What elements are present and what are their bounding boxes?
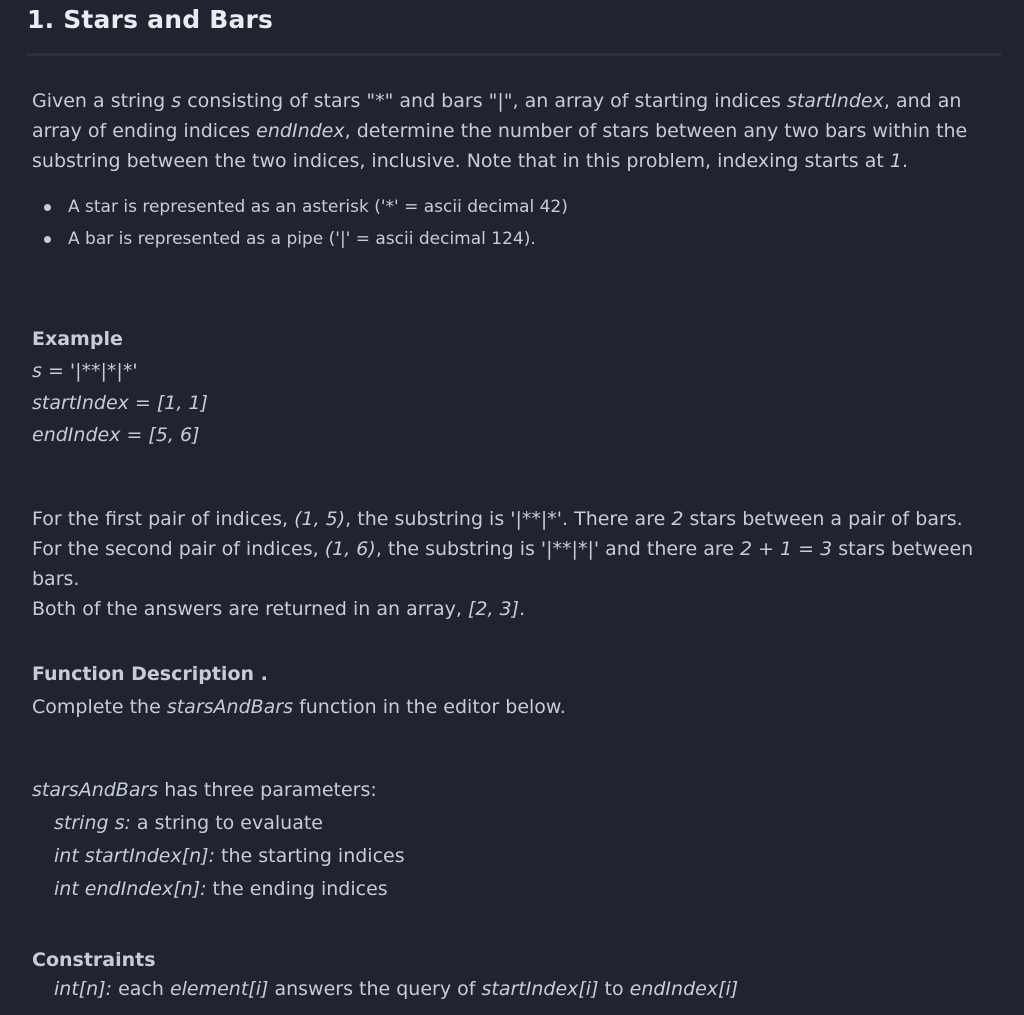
parameter-item: [32, 807, 997, 840]
intro-text: , determine the number of stars between any two bars within the substring between the two indices, inclusive. Note that in this problem, indexing starts at: [32, 120, 968, 172]
explanation-var: 2: [671, 508, 684, 530]
function-description-text: [32, 691, 997, 724]
param-signature: int endIndex[n]:: [54, 878, 207, 900]
example-endindex: endIndex = [5, 6]: [32, 424, 200, 446]
constraint-var: int[n]:: [54, 978, 113, 1000]
intro-text: , and an array of ending indices: [32, 90, 962, 142]
explanation-text: stars between bars.: [32, 538, 974, 590]
param-description: the ending indices: [206, 878, 388, 900]
bullet-list: [32, 191, 997, 255]
constraint-text: answers the query of: [268, 978, 482, 1000]
fd-function-name: starsAndBars: [166, 696, 294, 718]
explanation-text: , the substring is '|**|*|' and there are: [375, 538, 740, 560]
explanation-text: stars between a pair of bars.: [683, 508, 963, 530]
param-description: the starting indices: [214, 845, 405, 867]
example-s: s = '|**|*|*': [32, 360, 138, 382]
var-s: s: [171, 90, 182, 112]
list-item: A star is represented as an asterisk ('*' = ascii decimal 42): [32, 191, 997, 223]
explanation-first: [32, 504, 997, 534]
constraint-var: startIndex[i]: [481, 978, 599, 1000]
constraints-heading: Constraints: [32, 949, 156, 971]
parameter-item: [32, 873, 997, 906]
param-signature: int startIndex[n]:: [54, 845, 215, 867]
intro-text: .: [901, 150, 908, 172]
explanation-var: (1, 6): [324, 538, 376, 560]
explanation-text: , the substring is '|**|*'. There are: [345, 508, 672, 530]
param-intro-text: has three parameters:: [158, 779, 377, 801]
parameter-item: [32, 840, 997, 873]
example-heading: Example: [32, 328, 123, 350]
explanation-text: For the first pair of indices,: [32, 508, 295, 530]
fd-text: Complete the: [32, 696, 167, 718]
constraint-var: endIndex[i]: [629, 978, 739, 1000]
parameters-section: [32, 774, 997, 906]
explanation-var: 2 + 1 = 3: [739, 538, 833, 560]
constraint-var: element[i]: [169, 978, 269, 1000]
example-startindex: startIndex = [1, 1]: [32, 392, 208, 414]
page-title: 1. Stars and Bars: [27, 5, 274, 34]
example-section: [32, 323, 997, 451]
param-function-name: starsAndBars: [32, 779, 159, 801]
list-item: A bar is represented as a pipe ('|' = ascii decimal 124).: [32, 223, 997, 255]
intro-text: Given a string: [32, 90, 172, 112]
explanation-var: (1, 5): [294, 508, 346, 530]
explanation-var: [2, 3]: [467, 598, 520, 620]
fd-text: function in the editor below.: [293, 696, 566, 718]
intro-paragraph: [32, 86, 997, 176]
parameters-intro: [32, 774, 997, 807]
explanation-text: For the second pair of indices,: [32, 538, 325, 560]
param-description: a string to evaluate: [130, 812, 323, 834]
param-signature: string s:: [54, 812, 131, 834]
intro-text: consisting of stars "*" and bars "|", an array of starting indices: [181, 90, 787, 112]
explanation-text: .: [519, 598, 526, 620]
constraints-section: [32, 946, 997, 1004]
function-description-heading: Function Description .: [32, 663, 268, 685]
explanation-text: Both of the answers are returned in an array,: [32, 598, 468, 620]
var-endindex: endIndex: [256, 120, 345, 142]
function-description-section: [32, 658, 997, 724]
title-divider: [27, 53, 1001, 56]
explanation-section: [32, 504, 997, 624]
explanation-result: [32, 594, 997, 624]
problem-statement: [32, 86, 997, 1004]
var-startindex: startIndex: [786, 90, 884, 112]
explanation-second: [32, 534, 997, 594]
index-start-value: 1: [889, 150, 902, 172]
constraint-text: to: [598, 978, 630, 1000]
constraint-text: each: [112, 978, 170, 1000]
constraints-text: [32, 975, 997, 1004]
